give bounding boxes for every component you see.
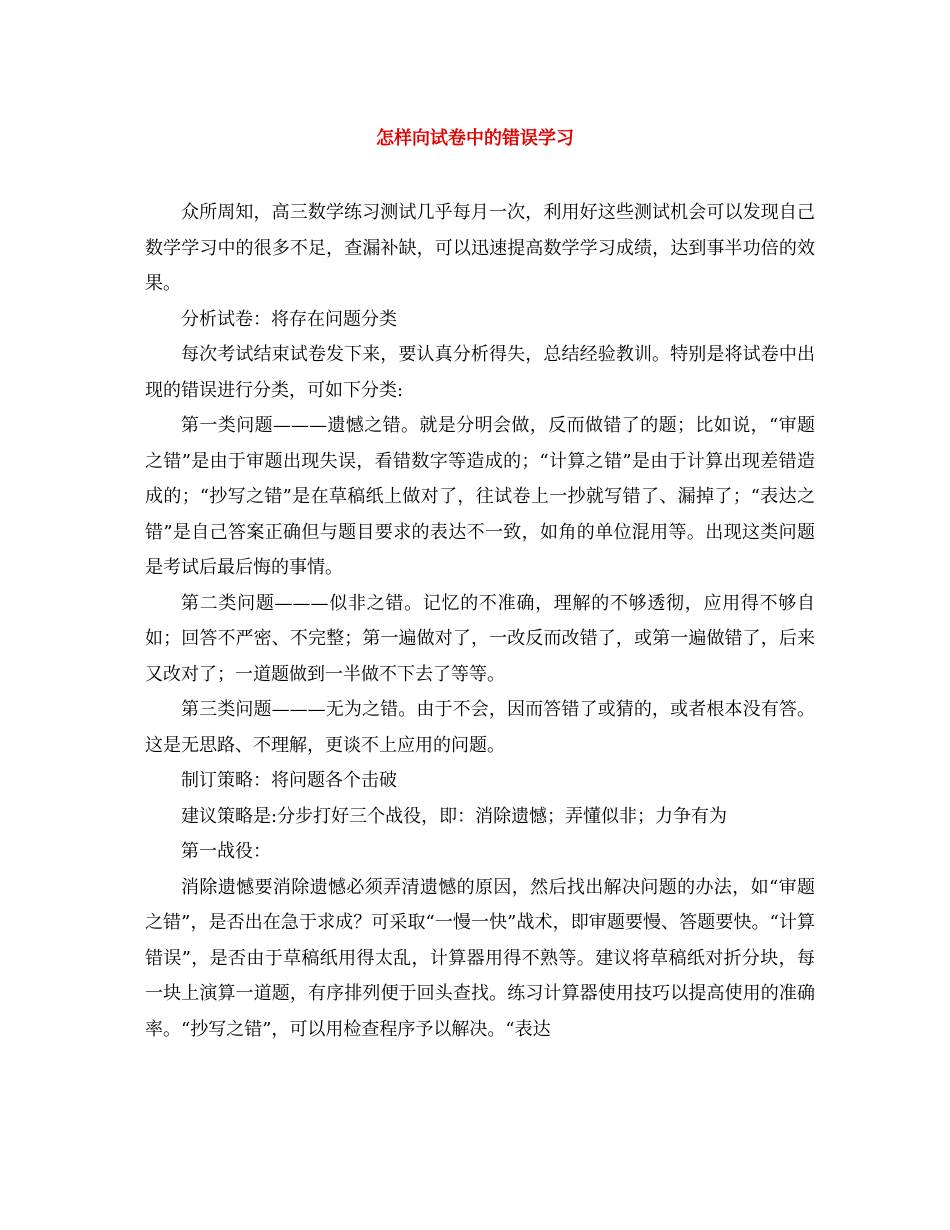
paragraph-type-2: 第二类问题———似非之错。记忆的不准确，理解的不够透彻，应用得不够自如；回答不严密、不完整；第一遍做对了，一改反而改错了，或第一遍做错了，后来又改对了；一道题做到一半做不下去了等等。 bbox=[145, 592, 815, 685]
paragraph-analyze: 每次考试结束试卷发下来，要认真分析得失，总结经验教训。特别是将试卷中出现的错误进行分类，可如下分类: bbox=[145, 344, 815, 401]
paragraph-strategy: 建议策略是:分步打好三个战役，即：消除遗憾；弄懂似非；力争有为 bbox=[181, 805, 728, 827]
paragraph-battle-1: 消除遗憾要消除遗憾必须弄清遗憾的原因，然后找出解决问题的办法，如“审题之错”，是否出在急于求成？可采取“一慢一快”战术，即审题要慢、答题要快。“计算错误”，是否由于草稿纸用得太乱，计算器用得不熟等。建议将草稿纸对折分块，每一块上演算一道题，有序排列便于回头查找。练习计算器使用技巧以提高使用的准确率。“抄写之错”，可以用检查程序予以解决。“表达 bbox=[145, 876, 815, 1040]
paragraph-type-3: 第三类问题———无为之错。由于不会，因而答错了或猜的，或者根本没有答。这是无思路、不理解，更谈不上应用的问题。 bbox=[145, 699, 815, 756]
section-heading-battle-1: 第一战役： bbox=[181, 841, 271, 862]
section-heading-strategy: 制订策略：将问题各个击破 bbox=[181, 770, 397, 791]
section-heading-analyze: 分析试卷：将存在问题分类 bbox=[181, 308, 397, 330]
paragraph-type-1: 第一类问题———遗憾之错。就是分明会做，反而做错了的题；比如说，“审题之错”是由于审题出现失误，看错数字等造成的；“计算之错”是由于计算出现差错造成的；“抄写之错”是在草稿纸上做对了，往试卷上一抄就写错了、漏掉了；“表达之错”是自己答案正确但与题目要求的表达不一致，如角的单位混用等。出现这类问题是考试后最后悔的事情。 bbox=[145, 415, 815, 578]
document-body bbox=[145, 195, 815, 1047]
document-title: 怎样向试卷中的错误学习 bbox=[376, 128, 574, 149]
paragraph-intro: 众所周知，高三数学练习测试几乎每月一次，利用好这些测试机会可以发现自己数学学习中的很多不足，查漏补缺，可以迅速提高数学学习成绩，达到事半功倍的效果。 bbox=[145, 202, 815, 294]
